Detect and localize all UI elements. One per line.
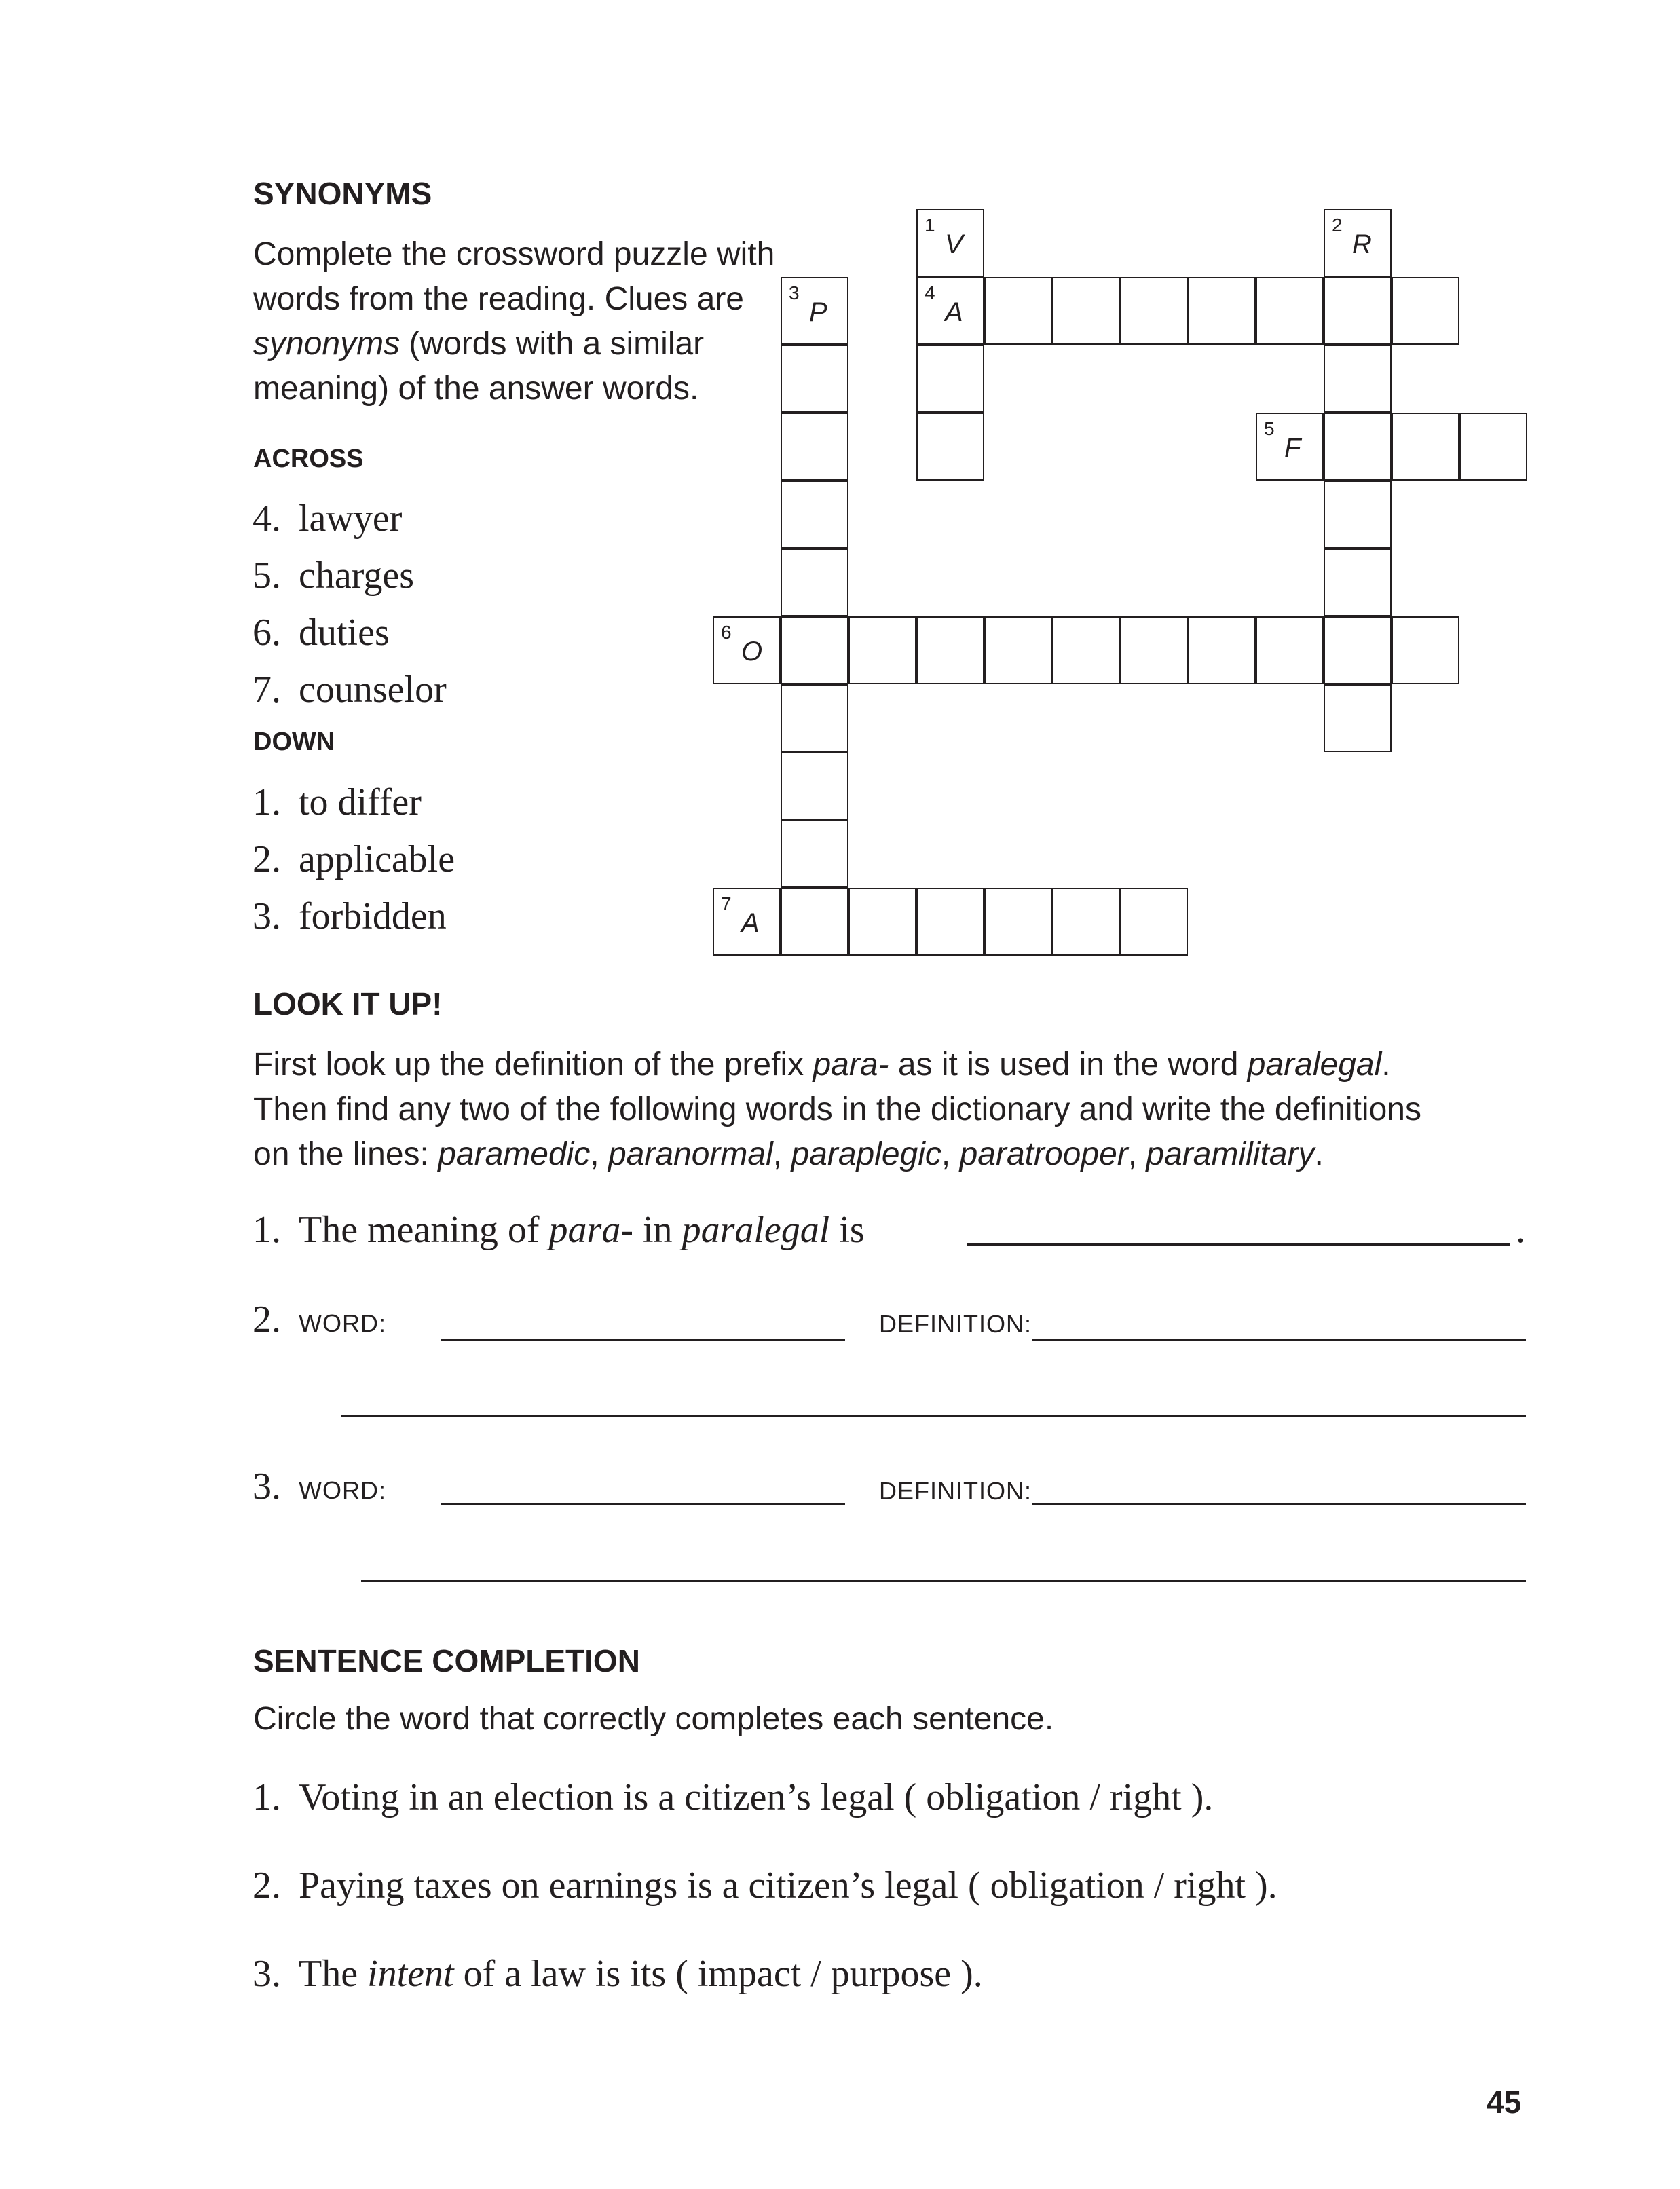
crossword-cell[interactable] [916,888,984,956]
crossword-cell[interactable] [1256,413,1324,481]
crossword-cell[interactable] [1324,345,1392,413]
word-label: WORD: [299,1476,386,1504]
crossword-cell[interactable] [1120,277,1188,345]
crossword-cell[interactable] [1256,277,1324,345]
down-clues [224,774,455,945]
definition-answer-line[interactable] [1032,1503,1526,1505]
instructions-text: First look up the definition of the prefix [253,1047,813,1083]
instructions-line [253,322,774,367]
clue-text: lawyer [299,498,403,540]
instructions-text: , [590,1136,608,1172]
instructions-italic: paranormal [608,1136,773,1172]
lookup-item-2 [224,1298,386,1341]
crossword-cell[interactable] [781,345,848,413]
cell-number: 4 [925,282,935,303]
crossword-cell[interactable] [1324,616,1392,684]
crossword-cell[interactable] [1392,616,1459,684]
crossword-cell[interactable] [781,481,848,548]
sentence-instructions: Circle the word that correctly completes each sentence. [253,1701,1054,1737]
crossword-cell[interactable] [984,277,1052,345]
definition-continuation-line[interactable] [341,1415,1526,1417]
across-clues [224,490,447,718]
instructions-italic: paramilitary [1146,1136,1315,1172]
lookup-instructions [253,1043,1421,1177]
lookup-item-3 [224,1465,386,1508]
crossword-cell[interactable] [984,888,1052,956]
item-number: 3. [253,1465,281,1508]
cell-number: 2 [1332,214,1343,236]
instructions-text: , [941,1136,960,1172]
across-label: ACROSS [253,445,364,473]
crossword-cell[interactable] [781,752,848,820]
crossword-cell[interactable] [1324,684,1392,752]
instructions-text: . [1314,1136,1324,1172]
crossword-cell[interactable] [781,277,848,345]
item-number: 2. [253,1865,281,1907]
cell-letter: V [945,229,963,259]
instructions-line: meaning) of the answer words. [253,371,699,407]
sentence-text[interactable]: of a law is its ( impact / purpose ). [453,1953,983,1995]
clue-item [224,490,447,547]
synonyms-instructions [253,232,774,411]
item-number: 3. [253,1953,281,1995]
page-number: 45 [1487,2084,1522,2120]
meaning-answer-line[interactable] [967,1243,1510,1246]
crossword-cell[interactable] [1324,481,1392,548]
clue-number: 7. [253,669,281,711]
instructions-italic: paralegal [1247,1047,1382,1083]
word-answer-line[interactable] [441,1503,845,1505]
definition-continuation-line[interactable] [361,1580,1526,1582]
sentence-text[interactable]: The [299,1953,368,1995]
clue-text: charges [299,555,414,597]
crossword-cell[interactable] [713,888,781,956]
crossword-cell[interactable] [1120,888,1188,956]
instructions-line [253,1043,1421,1087]
instructions-text: , [772,1136,791,1172]
item-italic: paralegal [682,1209,830,1251]
cell-number: 1 [925,214,935,236]
clue-item [224,774,455,831]
cell-letter: A [741,908,760,938]
item-1-period: . [1516,1209,1525,1251]
sentence-heading: SENTENCE COMPLETION [253,1643,640,1679]
sentence-item-3 [224,1952,983,1996]
instructions-line: words from the reading. Clues are [253,281,744,317]
instructions-line: Then find any two of the following words in the dictionary and write the definitions [253,1091,1421,1127]
crossword-cell[interactable] [1052,616,1120,684]
crossword-cell[interactable] [1392,277,1459,345]
crossword-cell[interactable] [781,413,848,481]
crossword-cell[interactable] [848,616,916,684]
clue-number: 4. [253,498,281,540]
clue-text: to differ [299,781,422,823]
clue-item [224,547,447,604]
crossword-cell[interactable] [713,616,781,684]
clue-item [224,661,447,718]
instructions-italic: paraplegic [791,1136,941,1172]
item-number: 1. [253,1776,281,1818]
sentence-italic: intent [367,1953,454,1995]
item-number: 2. [253,1298,281,1341]
clue-number: 3. [253,895,281,937]
item-text: The meaning of [299,1209,549,1251]
crossword-cell[interactable] [1120,616,1188,684]
instructions-italic: para- [813,1047,889,1083]
instructions-line [253,1132,1421,1177]
clue-text: counselor [299,669,447,711]
item-text: is [829,1209,865,1251]
instructions-italic: paramedic [438,1136,591,1172]
item-text: in [633,1209,682,1251]
word-answer-line[interactable] [441,1339,845,1341]
clue-number: 5. [253,555,281,597]
definition-label: DEFINITION: [879,1310,1032,1338]
crossword-cell[interactable] [781,888,848,956]
instructions-text: . [1381,1047,1391,1083]
clue-item [224,888,455,945]
crossword-cell[interactable] [1324,209,1392,277]
cell-number: 6 [721,622,732,643]
instructions-text: on the lines: [253,1136,438,1172]
crossword-cell[interactable] [1188,277,1256,345]
crossword-cell[interactable] [781,616,848,684]
instructions-text: (words with a similar [400,326,705,362]
down-label: DOWN [253,728,335,756]
crossword-cell[interactable] [781,820,848,888]
crossword-cell[interactable] [848,888,916,956]
crossword-cell[interactable] [984,616,1052,684]
cell-letter: F [1284,433,1301,463]
crossword-cell[interactable] [1052,888,1120,956]
crossword-cell[interactable] [1256,616,1324,684]
crossword-cell[interactable] [781,684,848,752]
clue-number: 2. [253,838,281,880]
crossword-cell[interactable] [1324,413,1392,481]
crossword-cell[interactable] [1052,277,1120,345]
lookup-heading: LOOK IT UP! [253,986,443,1022]
cell-number: 5 [1264,418,1275,439]
clue-item [224,831,455,888]
crossword-cell[interactable] [1392,413,1459,481]
crossword-cell[interactable] [916,413,984,481]
crossword-cell[interactable] [1459,413,1527,481]
instructions-italic: paratrooper [959,1136,1128,1172]
crossword-cell[interactable] [916,209,984,277]
clue-number: 1. [253,781,281,823]
word-label: WORD: [299,1309,386,1337]
crossword-cell[interactable] [916,616,984,684]
crossword-cell[interactable] [1188,616,1256,684]
lookup-item-1 [224,1208,865,1252]
cell-number: 7 [721,893,732,914]
crossword-cell[interactable] [1324,548,1392,616]
crossword-cell[interactable] [1324,277,1392,345]
definition-label: DEFINITION: [879,1477,1032,1505]
sentence-text[interactable]: Paying taxes on earnings is a citizen’s legal ( obligation / right ). [299,1865,1277,1907]
crossword-cell[interactable] [916,345,984,413]
clue-item [224,604,447,661]
instructions-text: , [1127,1136,1146,1172]
cell-number: 3 [789,282,800,303]
sentence-item-2 [224,1864,1277,1907]
crossword-cell[interactable] [781,548,848,616]
clue-number: 6. [253,612,281,654]
item-italic: para- [548,1209,633,1251]
clue-text: applicable [299,838,455,880]
synonyms-heading: SYNONYMS [253,176,432,211]
sentence-item-1 [224,1776,1213,1819]
clue-text: duties [299,612,390,654]
instructions-line: Complete the crossword puzzle with [253,236,775,272]
cell-letter: P [809,297,827,327]
cell-letter: O [741,637,763,667]
sentence-text[interactable]: Voting in an election is a citizen’s legal ( obligation / right ). [299,1776,1214,1818]
cell-letter: A [945,297,963,327]
item-number: 1. [253,1209,281,1251]
clue-text: forbidden [299,895,447,937]
instructions-text: as it is used in the word [889,1047,1248,1083]
instructions-italic: synonyms [253,326,400,362]
cell-letter: R [1352,229,1372,259]
crossword-cell[interactable] [916,277,984,345]
definition-answer-line[interactable] [1032,1339,1526,1341]
